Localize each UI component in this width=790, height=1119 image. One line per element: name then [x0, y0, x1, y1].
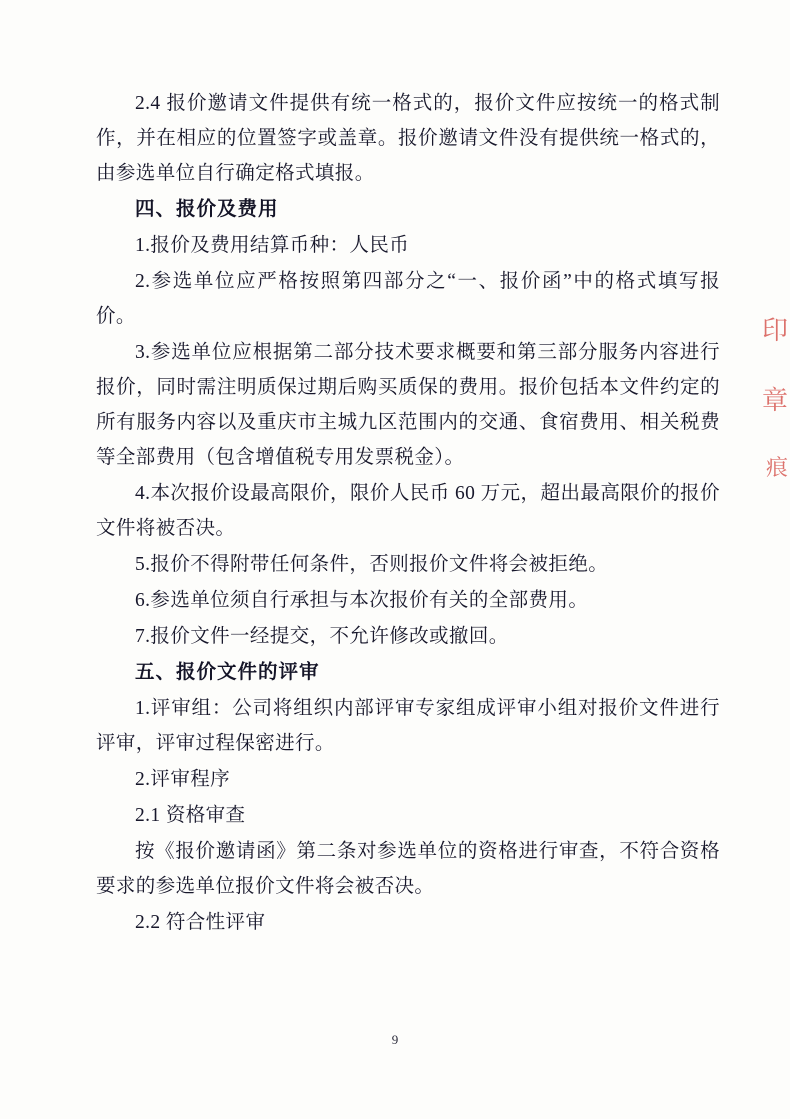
- paragraph: 4.本次报价设最高限价，限价人民币 60 万元，超出最高限价的报价文件将被否决。: [96, 483, 720, 539]
- section-heading: 四、报价及费用: [135, 199, 279, 220]
- paragraph: 5.报价不得附带任何条件，否则报价文件将会被拒绝。: [135, 554, 609, 575]
- paragraph: 2.2 符合性评审: [135, 912, 266, 933]
- stamp-mark-icon: 印: [761, 316, 788, 346]
- paragraph: 7.报价文件一经提交，不允许修改或撤回。: [135, 626, 509, 647]
- paragraph: 3.参选单位应根据第二部分技术要求概要和第三部分服务内容进行报价，同时需注明质保过期后购买质保的费用。报价包括本文件约定的所有服务内容以及重庆市主城九区范围内的交通、食宿费用、相关税费等全部费用（包含增值税专用发票税金）。: [96, 342, 720, 468]
- paragraph: 1.报价及费用结算币种：人民币: [135, 235, 410, 256]
- paragraph: 按《报价邀请函》第二条对参选单位的资格进行审查，不符合资格要求的参选单位报价文件将会被否决。: [96, 841, 720, 897]
- paragraph: 2.4 报价邀请文件提供有统一格式的，报价文件应按统一的格式制作，并在相应的位置签字或盖章。报价邀请文件没有提供统一格式的，由参选单位自行确定格式填报。: [96, 93, 720, 184]
- page-body: [96, 86, 720, 941]
- paragraph: 2.1 资格审查: [135, 805, 246, 826]
- paragraph: 2.评审程序: [135, 769, 231, 790]
- paragraph: 1.评审组：公司将组织内部评审专家组成评审小组对报价文件进行评审，评审过程保密进行。: [96, 698, 720, 754]
- stamp-marks: [760, 310, 790, 510]
- paragraph: 2.参选单位应严格按照第四部分之“一、报价函”中的格式填写报价。: [96, 271, 720, 327]
- stamp-mark-icon: 痕: [765, 456, 788, 481]
- stamp-mark-icon: 章: [761, 386, 788, 416]
- paragraph: 6.参选单位须自行承担与本次报价有关的全部费用。: [135, 590, 589, 611]
- page-number: 9: [391, 1032, 399, 1047]
- section-heading: 五、报价文件的评审: [135, 662, 320, 683]
